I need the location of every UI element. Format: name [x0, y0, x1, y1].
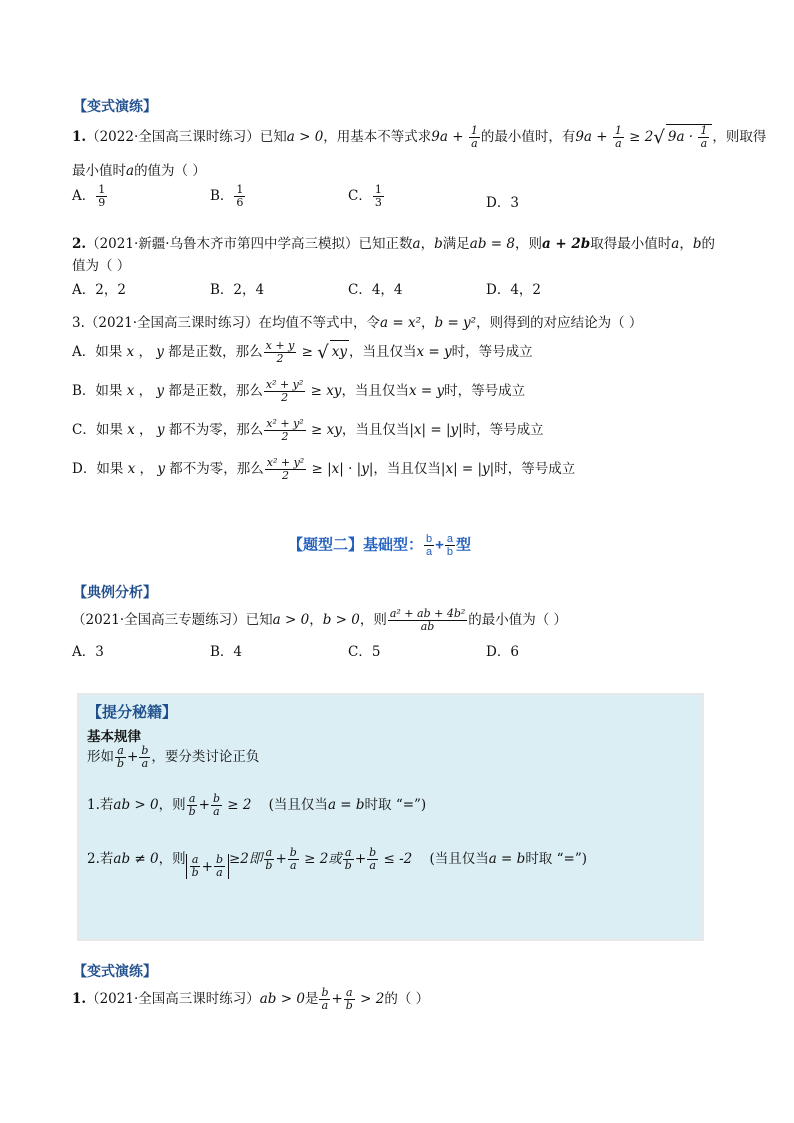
option-b[interactable]: B．4 [210, 644, 243, 660]
option-b[interactable]: B．2，4 [210, 282, 265, 298]
option-d[interactable]: D．6 [486, 644, 519, 660]
condition: a > 0 [286, 129, 324, 145]
question-3-line-1: 3.（2021·全国高三课时练习）在均值不等式中，令a = x²，b = y²，则得到的对应结论为（ ） [72, 315, 643, 331]
question-source: （2022·全国高三课时练习） [86, 129, 260, 145]
question-2-line-2: 值为（ ） [72, 258, 131, 274]
practice-section-tag-2: 【变式演练】 [73, 963, 157, 979]
question-source: （2021·新疆·乌鲁木齐市第四中学高三模拟） [86, 236, 359, 252]
option-c[interactable]: C．4，4 [348, 282, 403, 298]
question-1-line-1: 1.（2022·全国高三课时练习）已知a > 0，用基本不等式求9a + $\frac{1}{a}$ 的最小值时，有9a + $\frac{1}{a}$ ≥ 2√ 9a · $\frac{1}{a}$ ，则取得 [72, 124, 767, 150]
question-1b: 1.（2021·全国高三课时练习）ab > 0是 $\frac{b}{a}$ + $\frac{a}{b}$ > 2的（ ） [72, 986, 430, 1012]
option-a[interactable]: A． $\frac{1}{9}$ [72, 183, 106, 209]
tips-title: 【提分秘籍】 [87, 704, 178, 721]
practice-section-tag: 【变式演练】 [73, 98, 157, 114]
rule-title: 基本规律 [87, 729, 141, 745]
rule-description: 形如 $\frac{a}{b}$ + $\frac{b}{a}$ ，要分类讨论正负 [87, 744, 260, 770]
option-a[interactable]: A．3 [72, 644, 104, 660]
question-source: （2021·全国高三课时练习） [86, 991, 260, 1007]
question-1-line-2: 最小值时a的值为（ ） [72, 163, 206, 179]
option-a[interactable]: A．2，2 [72, 282, 126, 298]
option-d[interactable]: D．4，2 [486, 282, 542, 298]
question-source: （2021·全国高三课时练习） [84, 315, 259, 331]
example-question: （2021·全国高三专题练习）已知a > 0，b > 0，则 $\frac{\text{a² + ab + 4b²}}{ab}$ 的最小值为（ ） [72, 607, 568, 633]
option-b[interactable]: B． $\frac{1}{6}$ [210, 183, 244, 209]
option-d[interactable]: D．3 [486, 195, 519, 211]
example-section-tag: 【典例分析】 [73, 584, 157, 600]
rule-item-2: 2.若ab ≠ 0，则 $\frac{a}{b}$ + $\frac{b}{a}$ ≥2即 $\frac{a}{b}$ + $\frac{b}{a}$ ≥ 2或 $\frac{a}{b}$ + $\frac{b}{a}$ ≤ -2 (当且仅当a = b时取 “=”) [87, 846, 587, 879]
option-a[interactable]: A．如果 x ， y 都是正数，那么 $\frac{x + y}{2}$ ≥ √ xy ，当且仅当x = y时，等号成立 [72, 339, 533, 365]
expression: 9a + $\frac{1}{a}$ [431, 124, 478, 150]
option-c[interactable]: C． $\frac{1}{3}$ [348, 183, 382, 209]
inequality: 9a + $\frac{1}{a}$ ≥ 2√ 9a · $\frac{1}{a}$ [575, 129, 712, 145]
type-2-heading: 【题型二】基础型： $\frac{b}{a}$ + $\frac{a}{b}$ 型 [288, 533, 472, 558]
option-c[interactable]: C．5 [348, 644, 381, 660]
question-source: （2021·全国高三专题练习） [72, 612, 246, 628]
option-d[interactable]: D．如果 x ， y 都不为零，那么 $\frac{\text{x² + y²}}{2}$ ≥ |x| · |y|，当且仅当|x| = |y|时，等号成立 [72, 456, 576, 482]
question-2-line-1: 2.（2021·新疆·乌鲁木齐市第四中学高三模拟）已知正数a，b满足ab = 8，则a + 2b取得最小值时a，b的 [72, 236, 715, 252]
rule-item-1: 1.若ab > 0，则 $\frac{a}{b}$ + $\frac{b}{a}$ ≥ 2 (当且仅当a = b时取 “=”) [87, 792, 427, 818]
option-c[interactable]: C．如果 x ， y 都不为零，那么 $\frac{\text{x² + y²}}{2}$ ≥ xy，当且仅当|x| = |y|时，等号成立 [72, 417, 544, 443]
question-number: 1. [72, 129, 87, 145]
tips-box [77, 693, 704, 941]
option-b[interactable]: B．如果 x ， y 都是正数，那么 $\frac{\text{x² + y²}}{2}$ ≥ xy，当且仅当x = y时，等号成立 [72, 378, 526, 404]
